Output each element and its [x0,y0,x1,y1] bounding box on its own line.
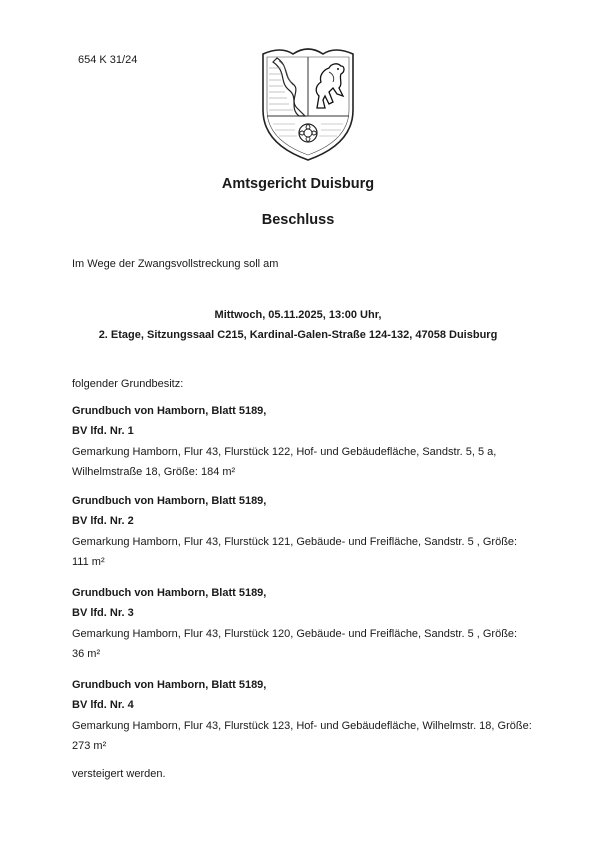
inventory-number: BV lfd. Nr. 4 [72,699,134,711]
auction-location: 2. Etage, Sitzungssaal C215, Kardinal-Galen-Straße 124-132, 47058 Duisburg [98,329,498,341]
land-register-entry: Grundbuch von Hamborn, Blatt 5189, [72,587,267,599]
parcel-description: Gemarkung Hamborn, Flur 43, Flurstück 123, Hof- und Gebäudefläche, Wilhelmstr. 18, Größe: 273 m² [72,720,532,752]
property-lead-text: folgender Grundbesitz: [72,378,184,390]
parcel-description: Gemarkung Hamborn, Flur 43, Flurstück 120, Gebäude- und Freifläche, Sandstr. 5 , Größe: 36 m² [72,628,518,660]
inventory-number: BV lfd. Nr. 1 [72,425,134,437]
case-number: 654 K 31/24 [78,54,138,66]
auction-datetime: Mittwoch, 05.11.2025, 13:00 Uhr, [214,309,382,321]
parcel-description: Gemarkung Hamborn, Flur 43, Flurstück 122, Hof- und Gebäudefläche, Sandstr. 5, 5 a, Wilhelmstraße 18, Größe: 184 m² [72,446,497,478]
court-name: Amtsgericht Duisburg [221,176,375,192]
property-item [72,676,532,756]
land-register-entry: Grundbuch von Hamborn, Blatt 5189, [72,405,267,417]
intro-text: Im Wege der Zwangsvollstreckung soll am [72,258,279,270]
property-item [72,584,532,664]
parcel-description: Gemarkung Hamborn, Flur 43, Flurstück 121, Gebäude- und Freifläche, Sandstr. 5 , Größe: 111 m² [72,536,518,568]
land-register-entry: Grundbuch von Hamborn, Blatt 5189, [72,679,267,691]
inventory-number: BV lfd. Nr. 2 [72,515,134,527]
document-title: Beschluss [261,212,335,228]
closing-text: versteigert werden. [72,768,166,780]
inventory-number: BV lfd. Nr. 3 [72,607,134,619]
land-register-entry: Grundbuch von Hamborn, Blatt 5189, [72,495,267,507]
property-item [72,402,532,482]
nrw-coat-of-arms-icon [259,44,357,162]
property-item [72,492,532,572]
